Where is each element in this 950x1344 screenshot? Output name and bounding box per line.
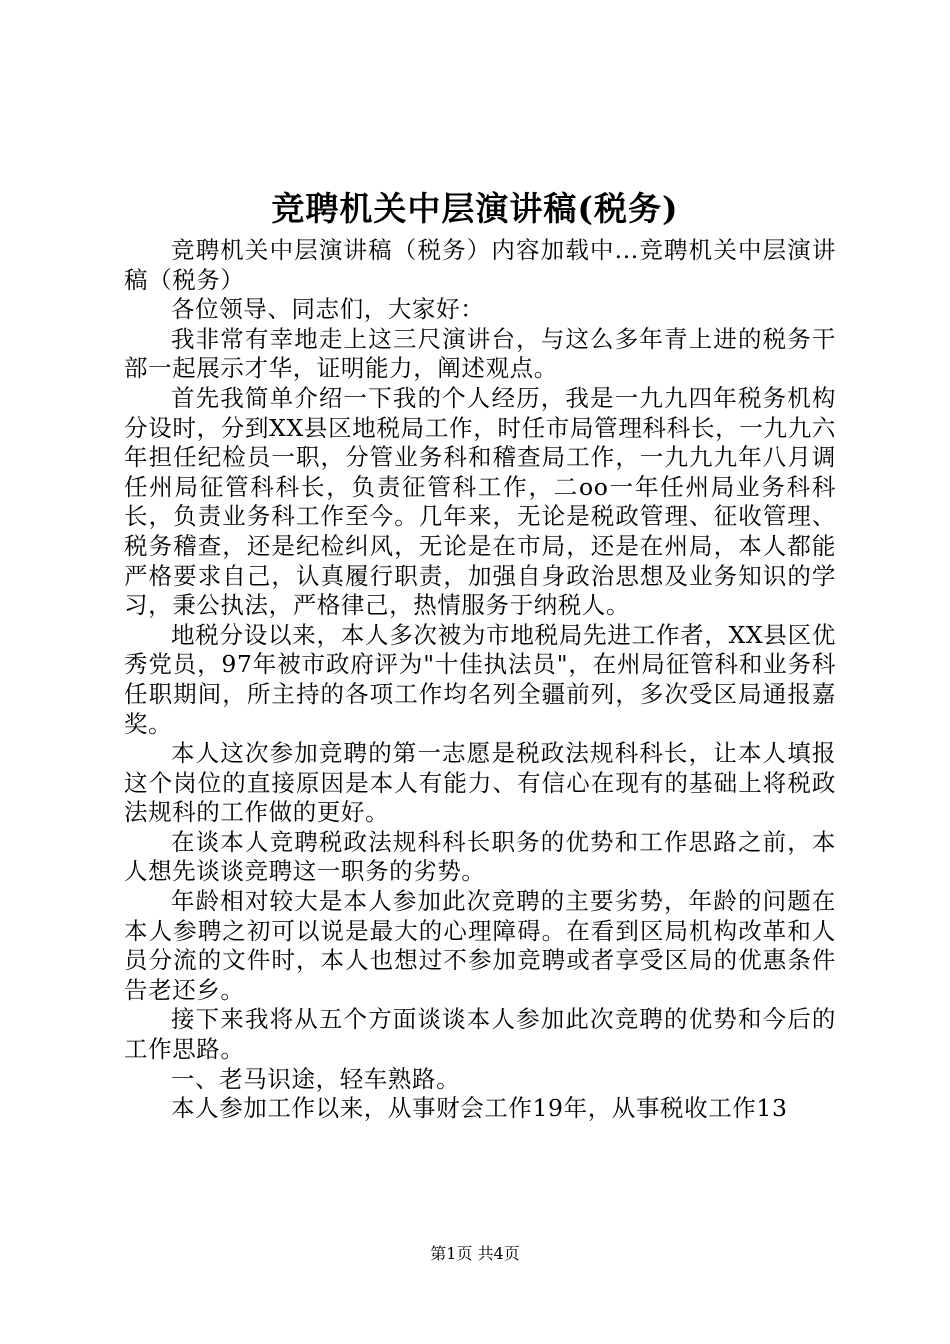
- document-body: [124, 236, 836, 1124]
- paragraph: 我非常有幸地走上这三尺演讲台，与这么多年青上进的税务干部一起展示才华，证明能力，阐述观点。: [124, 324, 836, 383]
- paragraph: 本人参加工作以来，从事财会工作19年，从事税收工作13: [171, 1094, 788, 1123]
- paragraph: 本人这次参加竞聘的第一志愿是税政法规科科长，让本人填报这个岗位的直接原因是本人有能力、有信心在现有的基础上将税政法规科的工作做的更好。: [124, 739, 836, 827]
- page-number-footer: 第1页 共4页: [430, 1244, 520, 1263]
- paragraph: 年龄相对较大是本人参加此次竞聘的主要劣势，年龄的问题在本人参聘之初可以说是最大的心理障碍。在看到区局机构改革和人员分流的文件时，本人也想过不参加竞聘或者享受区局的优惠条件告老还乡。: [124, 887, 836, 1004]
- paragraph: 首先我简单介绍一下我的个人经历，我是一九九四年税务机构分设时，分到XX县区地税局工作，时任市局管理科科长，一九九六年担任纪检员一职，分管业务科和稽查局工作，一九九九年八月调任州局征管科科长，负责征管科工作，二oo一年任州局业务科科长，负责业务科工作至今。几年来，无论是税政管理、征收管理、税务稽查，还是纪检纠风，无论是在市局，还是在州局，本人都能严格要求自己，认真履行职责，加强自身政治思想及业务知识的学习，秉公执法，严格律己，热情服务于纳税人。: [124, 383, 836, 620]
- paragraph: 地税分设以来，本人多次被为市地税局先进工作者，XX县区优秀党员，97年被市政府评为"十佳执法员"，在州局征管科和业务科任职期间，所主持的各项工作均名列全疆前列，多次受区局通报嘉奖。: [124, 620, 836, 738]
- paragraph: 接下来我将从五个方面谈谈本人参加此次竞聘的优势和今后的工作思路。: [124, 1005, 836, 1064]
- paragraph: 各位领导、同志们，大家好：: [171, 295, 485, 324]
- document-title: 竞聘机关中层演讲稿(税务): [271, 189, 679, 228]
- paragraph: 竞聘机关中层演讲稿（税务）内容加载中...竞聘机关中层演讲稿（税务）: [124, 236, 836, 294]
- paragraph: 一、老马识途，轻车熟路。: [171, 1064, 461, 1093]
- paragraph: 在谈本人竞聘税政法规科科长职务的优势和工作思路之前，本人想先谈谈竞聘这一职务的劣势。: [124, 827, 836, 886]
